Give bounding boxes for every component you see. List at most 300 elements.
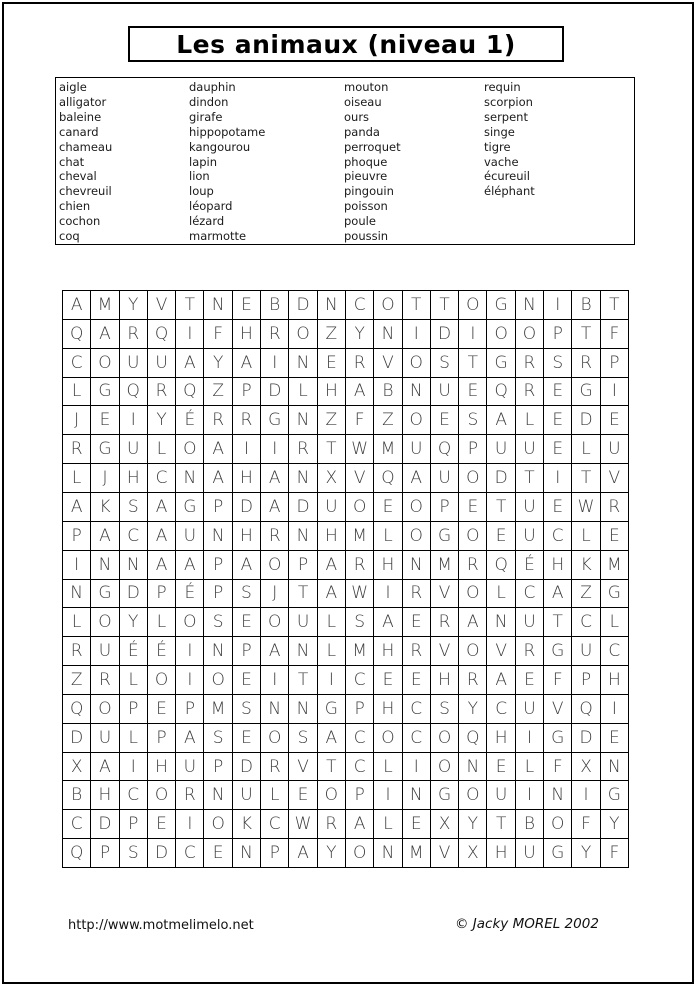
grid-cell: I (120, 753, 148, 782)
grid-cell: O (148, 781, 176, 810)
word-list-column (189, 80, 265, 244)
word-list-column (59, 80, 112, 244)
grid-cell: V (289, 753, 317, 782)
grid-cell: A (487, 666, 515, 695)
grid-cell: R (91, 666, 119, 695)
grid-cell: O (289, 320, 317, 349)
grid-cell: T (318, 435, 346, 464)
grid-cell: C (63, 349, 91, 378)
word-item: poisson (344, 199, 388, 214)
word-item: girafe (189, 109, 223, 124)
grid-cell: N (204, 781, 232, 810)
grid-cell: E (233, 608, 261, 637)
word-item: perroquet (344, 139, 401, 154)
grid-cell: R (572, 349, 600, 378)
grid-cell: Z (318, 406, 346, 435)
grid-cell: M (91, 291, 119, 320)
grid-cell: É (516, 551, 544, 580)
grid-cell: A (261, 464, 289, 493)
grid-cell: Q (487, 551, 515, 580)
grid-cell: V (374, 349, 402, 378)
grid-cell: P (204, 580, 232, 609)
grid-cell: E (487, 753, 515, 782)
grid-cell: P (63, 522, 91, 551)
grid-cell: N (289, 464, 317, 493)
word-item: éléphant (484, 184, 535, 199)
grid-cell: O (261, 608, 289, 637)
word-item: écureuil (484, 169, 530, 184)
grid-cell: P (544, 320, 572, 349)
grid-cell: C (403, 724, 431, 753)
grid-cell: T (176, 291, 204, 320)
grid-cell: A (459, 608, 487, 637)
grid-cell: E (601, 724, 629, 753)
grid-cell: H (487, 839, 515, 868)
grid-cell: E (289, 781, 317, 810)
grid-cell: C (487, 695, 515, 724)
grid-cell: O (261, 724, 289, 753)
grid-cell: O (91, 349, 119, 378)
grid-cell: U (91, 637, 119, 666)
grid-cell: U (120, 435, 148, 464)
grid-cell: I (544, 464, 572, 493)
grid-cell: N (459, 753, 487, 782)
grid-cell: M (346, 637, 374, 666)
grid-cell: P (346, 781, 374, 810)
grid-cell: T (318, 753, 346, 782)
grid-cell: A (318, 580, 346, 609)
grid-cell: H (120, 464, 148, 493)
grid-cell: O (459, 637, 487, 666)
grid-cell: W (346, 580, 374, 609)
grid-cell: G (544, 839, 572, 868)
grid-cell: E (403, 810, 431, 839)
grid-cell: N (403, 781, 431, 810)
grid-cell: O (459, 291, 487, 320)
grid-cell: P (346, 695, 374, 724)
word-item: kangourou (189, 139, 251, 154)
grid-cell: G (91, 378, 119, 407)
grid-cell: M (601, 551, 629, 580)
grid-cell: A (148, 493, 176, 522)
grid-cell: R (261, 320, 289, 349)
grid-cell: H (233, 522, 261, 551)
grid-cell: U (516, 435, 544, 464)
page-title: Les animaux (niveau 1) (176, 29, 516, 59)
grid-cell: Q (459, 724, 487, 753)
grid-cell: A (176, 349, 204, 378)
word-item: cheval (59, 169, 97, 184)
grid-cell: O (374, 724, 402, 753)
grid-cell: I (601, 695, 629, 724)
word-item: chevreuil (59, 184, 112, 199)
grid-cell: C (63, 810, 91, 839)
grid-cell: U (601, 435, 629, 464)
grid-cell: R (176, 781, 204, 810)
grid-cell: J (91, 464, 119, 493)
grid-cell: O (403, 349, 431, 378)
grid-cell: X (63, 753, 91, 782)
grid-cell: N (289, 349, 317, 378)
grid-cell: V (487, 637, 515, 666)
grid-cell: D (63, 724, 91, 753)
grid-cell: I (176, 320, 204, 349)
grid-cell: Y (318, 839, 346, 868)
grid-cell: T (544, 608, 572, 637)
grid-cell: O (148, 666, 176, 695)
grid-cell: S (431, 695, 459, 724)
grid-cell: N (233, 839, 261, 868)
grid-cell: S (289, 724, 317, 753)
grid-cell: A (63, 493, 91, 522)
grid-cell: A (176, 724, 204, 753)
grid-cell: V (346, 464, 374, 493)
grid-cell: A (318, 551, 346, 580)
grid-cell: N (204, 291, 232, 320)
word-item: coq (59, 229, 80, 244)
grid-cell: N (374, 839, 402, 868)
grid-cell: P (233, 378, 261, 407)
grid-cell: L (289, 378, 317, 407)
grid-cell: Y (346, 320, 374, 349)
grid-cell: F (572, 810, 600, 839)
grid-cell: L (374, 522, 402, 551)
grid-cell: V (431, 839, 459, 868)
grid-cell: F (601, 320, 629, 349)
grid-cell: L (148, 435, 176, 464)
grid-cell: A (91, 320, 119, 349)
grid-cell: A (204, 464, 232, 493)
grid-cell: A (544, 580, 572, 609)
grid-cell: A (487, 406, 515, 435)
grid-cell: E (204, 839, 232, 868)
grid-cell: T (487, 493, 515, 522)
grid-cell: I (572, 781, 600, 810)
grid-cell: É (176, 580, 204, 609)
grid-cell: L (601, 608, 629, 637)
word-item: lapin (189, 154, 218, 169)
grid-cell: Q (431, 435, 459, 464)
grid-cell: T (516, 464, 544, 493)
grid-cell: P (431, 493, 459, 522)
grid-cell: E (544, 493, 572, 522)
grid-cell: U (91, 724, 119, 753)
grid-cell: D (91, 810, 119, 839)
grid-cell: N (176, 464, 204, 493)
grid-cell: N (289, 637, 317, 666)
grid-cell: M (346, 522, 374, 551)
grid-cell: T (601, 291, 629, 320)
grid-cell: I (318, 666, 346, 695)
grid-cell: L (63, 464, 91, 493)
grid-cell: E (516, 666, 544, 695)
grid-cell: O (544, 810, 572, 839)
grid-cell: A (91, 522, 119, 551)
grid-cell: V (148, 291, 176, 320)
grid-cell: P (148, 580, 176, 609)
grid-cell: B (63, 781, 91, 810)
grid-cell: A (233, 349, 261, 378)
grid-cell: U (233, 781, 261, 810)
grid-cell: P (120, 810, 148, 839)
grid-cell: Z (572, 580, 600, 609)
grid-cell: B (261, 291, 289, 320)
grid-cell: O (346, 493, 374, 522)
grid-cell: O (204, 666, 232, 695)
grid-cell: J (261, 580, 289, 609)
grid-cell: E (459, 378, 487, 407)
grid-cell: H (233, 464, 261, 493)
word-item: léopard (189, 199, 233, 214)
grid-cell: Q (63, 839, 91, 868)
word-item: requin (484, 80, 521, 94)
grid-cell: S (544, 349, 572, 378)
grid-cell: O (403, 493, 431, 522)
grid-cell: Y (572, 839, 600, 868)
word-item: chat (59, 154, 85, 169)
grid-cell: L (572, 435, 600, 464)
grid-cell: U (289, 608, 317, 637)
grid-cell: K (572, 551, 600, 580)
grid-cell: Q (176, 378, 204, 407)
grid-cell: O (431, 724, 459, 753)
grid-cell: D (233, 493, 261, 522)
grid-cell: G (487, 349, 515, 378)
grid-cell: P (289, 551, 317, 580)
grid-cell: B (516, 810, 544, 839)
grid-cell: T (403, 291, 431, 320)
grid-cell: I (261, 349, 289, 378)
grid-cell: V (431, 637, 459, 666)
word-item: marmotte (189, 229, 247, 244)
grid-cell: C (120, 522, 148, 551)
word-item: loup (189, 184, 214, 199)
word-list-column (484, 80, 535, 199)
grid-cell: N (289, 695, 317, 724)
grid-cell: W (572, 493, 600, 522)
grid-cell: R (431, 608, 459, 637)
grid-cell: Q (63, 695, 91, 724)
grid-cell: L (374, 753, 402, 782)
grid-cell: M (403, 839, 431, 868)
grid-cell: D (289, 291, 317, 320)
grid-cell: A (176, 551, 204, 580)
grid-cell: N (516, 291, 544, 320)
title-box (128, 26, 564, 62)
grid-cell: N (318, 291, 346, 320)
grid-cell: C (346, 753, 374, 782)
grid-cell: E (487, 522, 515, 551)
word-item: alligator (59, 94, 107, 109)
word-item: ours (344, 109, 370, 124)
grid-cell: C (346, 666, 374, 695)
grid-cell: E (544, 435, 572, 464)
grid-cell: D (233, 753, 261, 782)
grid-cell: Y (459, 810, 487, 839)
grid-cell: I (176, 666, 204, 695)
grid-cell: I (63, 551, 91, 580)
word-item: canard (59, 124, 99, 139)
word-item: dindon (189, 94, 229, 109)
grid-cell: N (91, 551, 119, 580)
grid-cell: U (176, 522, 204, 551)
grid-cell: F (601, 839, 629, 868)
word-item: singe (484, 124, 515, 139)
word-item: hippopotame (189, 124, 266, 139)
grid-cell: L (120, 724, 148, 753)
grid-cell: E (318, 349, 346, 378)
grid-cell: U (431, 378, 459, 407)
grid-cell: N (120, 551, 148, 580)
grid-cell: U (487, 435, 515, 464)
grid-cell: G (318, 695, 346, 724)
grid-cell: U (148, 349, 176, 378)
grid-cell: F (204, 320, 232, 349)
grid-cell: T (289, 580, 317, 609)
grid-cell: E (544, 406, 572, 435)
grid-cell: R (516, 349, 544, 378)
word-item: cochon (59, 214, 101, 229)
grid-cell: O (516, 320, 544, 349)
grid-cell: R (204, 406, 232, 435)
grid-cell: E (403, 608, 431, 637)
grid-cell: I (516, 781, 544, 810)
grid-cell: G (91, 580, 119, 609)
grid-cell: R (261, 522, 289, 551)
grid-cell: O (374, 291, 402, 320)
grid-cell: O (459, 522, 487, 551)
grid-cell: A (148, 522, 176, 551)
grid-cell: C (572, 608, 600, 637)
grid-cell: A (374, 608, 402, 637)
word-item: poussin (344, 229, 389, 244)
grid-cell: P (233, 637, 261, 666)
grid-cell: E (148, 810, 176, 839)
grid-cell: L (516, 406, 544, 435)
grid-cell: N (289, 522, 317, 551)
grid-cell: R (261, 753, 289, 782)
grid-cell: S (204, 724, 232, 753)
grid-cell: L (120, 666, 148, 695)
grid-cell: O (431, 753, 459, 782)
grid-cell: S (233, 695, 261, 724)
grid-cell: A (318, 724, 346, 753)
grid-cell: I (601, 378, 629, 407)
grid-cell: P (261, 839, 289, 868)
grid-cell: G (431, 522, 459, 551)
grid-cell: O (91, 695, 119, 724)
grid-cell: S (431, 349, 459, 378)
word-item: phoque (344, 154, 388, 169)
grid-cell: L (148, 608, 176, 637)
grid-cell: M (431, 551, 459, 580)
grid-cell: U (431, 464, 459, 493)
grid-cell: P (148, 724, 176, 753)
grid-cell: R (120, 320, 148, 349)
grid-cell: Z (374, 406, 402, 435)
grid-cell: G (487, 291, 515, 320)
grid-cell: V (431, 580, 459, 609)
grid-cell: I (120, 406, 148, 435)
grid-cell: K (233, 810, 261, 839)
grid-cell: O (204, 810, 232, 839)
grid-cell: V (544, 695, 572, 724)
grid-cell: A (289, 839, 317, 868)
word-item: oiseau (344, 94, 382, 109)
grid-cell: S (204, 608, 232, 637)
grid-cell: H (431, 666, 459, 695)
grid-cell: L (572, 522, 600, 551)
grid-cell: E (459, 493, 487, 522)
word-item: panda (344, 124, 380, 139)
grid-cell: M (204, 695, 232, 724)
grid-cell: L (487, 580, 515, 609)
grid-cell: N (63, 580, 91, 609)
grid-cell: R (63, 637, 91, 666)
grid-cell: R (289, 435, 317, 464)
grid-cell: É (120, 637, 148, 666)
grid-cell: D (572, 406, 600, 435)
grid-cell: C (516, 580, 544, 609)
word-item: pingouin (344, 184, 394, 199)
grid-cell: L (261, 781, 289, 810)
grid-cell: I (403, 320, 431, 349)
grid-cell: E (374, 493, 402, 522)
word-item: tigre (484, 139, 511, 154)
grid-cell: N (204, 522, 232, 551)
grid-cell: D (148, 839, 176, 868)
grid-cell: C (346, 291, 374, 320)
grid-cell: U (487, 781, 515, 810)
grid-cell: I (403, 753, 431, 782)
grid-cell: H (318, 522, 346, 551)
grid-cell: F (346, 406, 374, 435)
grid-cell: Q (572, 695, 600, 724)
grid-cell: C (544, 522, 572, 551)
grid-cell: D (431, 320, 459, 349)
grid-cell: O (403, 522, 431, 551)
grid-cell: I (261, 666, 289, 695)
grid-cell: S (459, 406, 487, 435)
grid-cell: Y (148, 406, 176, 435)
grid-cell: T (289, 666, 317, 695)
grid-cell: E (233, 666, 261, 695)
grid-cell: O (176, 608, 204, 637)
grid-cell: G (176, 493, 204, 522)
grid-cell: H (148, 753, 176, 782)
grid-cell: L (318, 637, 346, 666)
footer-url: http://www.motmelimelo.net (68, 918, 254, 933)
grid-cell: W (289, 810, 317, 839)
grid-cell: E (374, 666, 402, 695)
grid-cell: P (204, 551, 232, 580)
grid-cell: Q (63, 320, 91, 349)
grid-cell: I (516, 724, 544, 753)
grid-cell: U (516, 493, 544, 522)
grid-cell: N (261, 695, 289, 724)
footer-copyright: © Jacky MOREL 2002 (455, 916, 599, 932)
grid-cell: I (374, 580, 402, 609)
grid-cell: O (459, 464, 487, 493)
grid-cell: E (601, 406, 629, 435)
word-item: vache (484, 154, 519, 169)
grid-cell: G (544, 637, 572, 666)
grid-cell: N (403, 551, 431, 580)
grid-cell: L (516, 753, 544, 782)
grid-cell: Q (487, 378, 515, 407)
grid-cell: J (63, 406, 91, 435)
grid-cell: O (459, 781, 487, 810)
